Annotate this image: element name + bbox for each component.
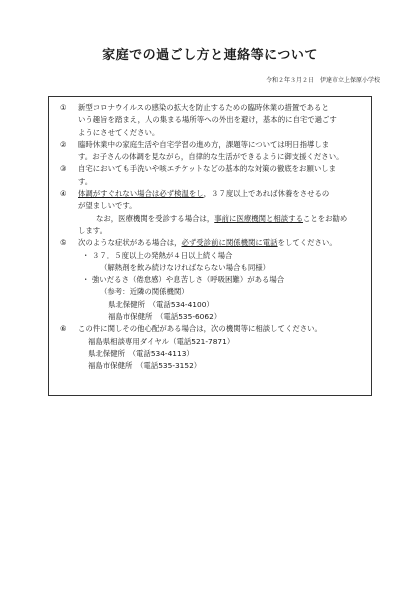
underlined-text: 必ず受診前に関係機関に電話 [181, 238, 278, 248]
reference-label: （参考：近隣の関係機関） [100, 287, 189, 297]
item-text-line [78, 188, 372, 200]
underlined-text: 体調がすぐれない場合は必ず検温をし [78, 189, 204, 199]
item-number: ② [60, 139, 67, 149]
symptom-bullet-1 [60, 250, 372, 262]
symptom-bullet-1-note: （解熱剤を飲み続けなければならない場合も同様） [100, 262, 270, 272]
text-segment: ，３７度以上であれば休養をさせるの [203, 189, 330, 199]
item-text-line: ようにさせてください。 [78, 127, 160, 137]
item-text-line: 自宅においても手洗いや咳エチケットなどの基本的な対策の徹底をお願いしま [78, 164, 337, 174]
item-number: ④ [60, 189, 67, 199]
item-number: ③ [60, 164, 67, 174]
underlined-text: 事前に医療機関と相談する [214, 213, 303, 223]
notice-item-1 [60, 102, 372, 139]
item-number: ① [60, 103, 67, 112]
item-text-line [78, 213, 372, 225]
item-text-line: 新型コロナウイルスの感染の拡大を防止するための臨時休業の措置であると [78, 103, 329, 112]
item-text-line: す。 [78, 176, 93, 186]
item-number: ⑤ [60, 238, 67, 248]
notice-item-5 [60, 237, 372, 249]
text-segment: なお，医療機関を受診する場合は， [96, 213, 215, 223]
bullet-icon: ・ [82, 275, 90, 285]
item-text-line: 臨時休業中の家庭生活や自宅学習の進め方，課題等については明日指導しま [78, 139, 330, 149]
text-segment: ことをお勧め [302, 213, 348, 223]
notice-item-6 [60, 323, 372, 335]
notice-content [60, 102, 372, 373]
document-title: 家庭での過ごし方と連絡等について [102, 48, 318, 63]
item-text-line: いう趣旨を踏まえ，人の集まる場所等への外出を避け，基本的に自宅で過ごす [78, 115, 337, 125]
notice-item-4 [60, 188, 372, 237]
item-text-line: この件に関しその他心配がある場合は，次の機関等に相談してください。 [78, 324, 322, 334]
notice-item-3 [60, 163, 372, 188]
contact-kenpoku-health-center: 県北保健所 （電話534-4100） [108, 299, 214, 309]
notice-item-2 [60, 139, 372, 164]
contact-fukushima-city-health-center: 福島市保健所 （電話535-6062） [108, 312, 222, 322]
item-text-line: します。 [78, 225, 107, 235]
bullet-text: ３７．５度以上の発熱が４日以上続く場合 [92, 250, 233, 260]
text-segment: 次のような症状がある場合は， [78, 238, 182, 248]
item-number: ⑥ [60, 324, 67, 334]
item-text-line: が望ましいです。 [78, 201, 137, 211]
date-and-school-line: 令和２年３月２日 伊達市立上保原小学校 [265, 77, 380, 84]
contact-consultation-dial: 福島県相談専用ダイヤル（電話521-7871） [88, 336, 235, 346]
contact-fukushima-city-health-center: 福島市保健所 （電話535-3152） [88, 361, 202, 371]
bullet-text: 強いだるさ（倦怠感）や息苦しさ（呼吸困難）がある場合 [92, 275, 285, 285]
contact-kenpoku-health-center: 県北保健所 （電話534-4113） [88, 348, 194, 358]
bullet-icon: ・ [82, 250, 90, 260]
item-text-line: す。お子さんの体調を見ながら，自律的な生活ができるように御支援ください。 [78, 152, 344, 162]
text-segment: をしてください。 [277, 238, 337, 248]
symptom-bullet-2 [60, 274, 372, 286]
item-text-line [78, 237, 372, 249]
